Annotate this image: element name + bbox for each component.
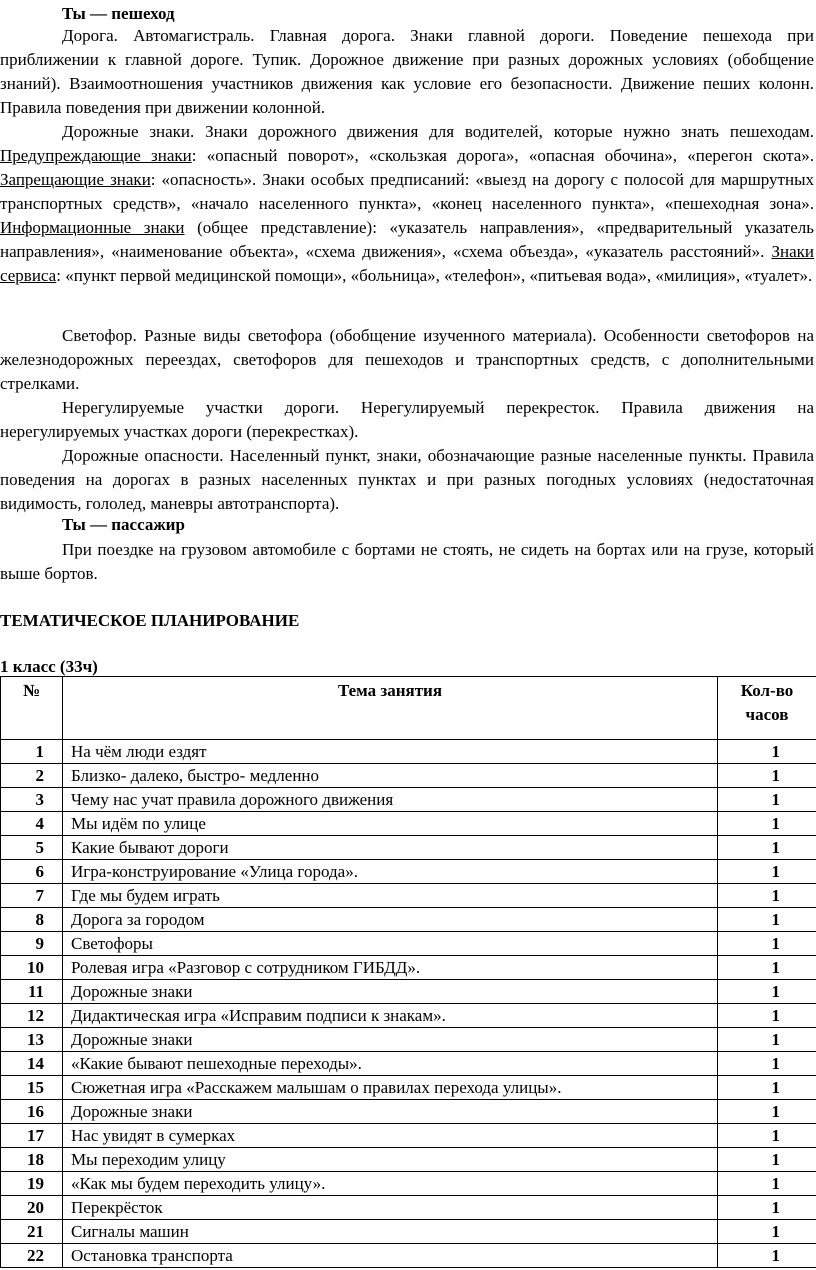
row-number: 5 bbox=[1, 836, 63, 860]
table-row bbox=[1, 764, 816, 788]
heading-passenger: Ты — пассажир bbox=[62, 515, 185, 534]
row-topic: Где мы будем играть bbox=[63, 884, 718, 908]
table-row bbox=[1, 932, 816, 956]
table-row bbox=[1, 956, 816, 980]
road-signs-intro: Дорожные знаки. Знаки дорожного движения для водителей, которые нужно знать пешеходам. bbox=[62, 122, 814, 141]
row-topic: Дорога за городом bbox=[63, 908, 718, 932]
service-signs-list: : «пункт первой медицинской помощи», «больница», «телефон», «питьевая вода», «милиция», «туалет». bbox=[56, 266, 813, 285]
row-hours: 1 bbox=[718, 1076, 816, 1100]
row-topic: «Какие бывают пешеходные переходы». bbox=[63, 1052, 718, 1076]
row-number: 4 bbox=[1, 812, 63, 836]
row-hours: 1 bbox=[718, 980, 816, 1004]
row-topic: Перекрёсток bbox=[63, 1196, 718, 1220]
row-number: 10 bbox=[1, 956, 63, 980]
row-topic: На чём люди ездят bbox=[63, 740, 718, 764]
row-hours: 1 bbox=[718, 1004, 816, 1028]
row-hours: 1 bbox=[718, 788, 816, 812]
row-number: 11 bbox=[1, 980, 63, 1004]
row-number: 13 bbox=[1, 1028, 63, 1052]
section-title: ТЕМАТИЧЕСКОЕ ПЛАНИРОВАНИЕ bbox=[0, 611, 300, 630]
table-body bbox=[1, 740, 816, 1268]
prohibitory-signs-list: : «опасность». Знаки особых предписаний: «выезд на дорогу с полосой для маршрутных транспортных средств», «начало населенного пункта», «конец населенного пункта», «пешеходная зона». bbox=[0, 170, 815, 213]
header-topic: Тема занятия bbox=[63, 677, 718, 740]
planning-table bbox=[0, 676, 816, 1268]
row-hours: 1 bbox=[718, 1028, 816, 1052]
row-topic: Остановка транспорта bbox=[63, 1244, 718, 1268]
row-number: 3 bbox=[1, 788, 63, 812]
table-row bbox=[1, 1220, 816, 1244]
table-row bbox=[1, 836, 816, 860]
row-number: 21 bbox=[1, 1220, 63, 1244]
row-number: 12 bbox=[1, 1004, 63, 1028]
row-hours: 1 bbox=[718, 1172, 816, 1196]
row-topic: «Как мы будем переходить улицу». bbox=[63, 1172, 718, 1196]
table-row bbox=[1, 1148, 816, 1172]
row-number: 1 bbox=[1, 740, 63, 764]
table-row bbox=[1, 1004, 816, 1028]
row-hours: 1 bbox=[718, 1244, 816, 1268]
row-hours: 1 bbox=[718, 1052, 816, 1076]
table-row bbox=[1, 788, 816, 812]
heading-pedestrian: Ты — пешеход bbox=[62, 4, 175, 23]
table-row bbox=[1, 1076, 816, 1100]
table-row bbox=[1, 740, 816, 764]
row-hours: 1 bbox=[718, 884, 816, 908]
row-number: 18 bbox=[1, 1148, 63, 1172]
row-number: 17 bbox=[1, 1124, 63, 1148]
row-hours: 1 bbox=[718, 836, 816, 860]
header-number: № bbox=[1, 677, 63, 740]
table-row bbox=[1, 1196, 816, 1220]
table-row bbox=[1, 1028, 816, 1052]
row-hours: 1 bbox=[718, 740, 816, 764]
row-topic: Дорожные знаки bbox=[63, 980, 718, 1004]
paragraph-road: Дорога. Автомагистраль. Главная дорога. Знаки главной дороги. Поведение пешехода при приближении к главной дороге. Тупик. Дорожное движение при разных дорожных условиях (обобщение знаний). Взаимоотношения участников движения как условие его безопасности. Движение пеших колонн. Правила поведения при движении колонной. bbox=[0, 26, 814, 117]
row-number: 22 bbox=[1, 1244, 63, 1268]
row-topic: Мы идём по улице bbox=[63, 812, 718, 836]
table-row bbox=[1, 812, 816, 836]
information-signs-text: Информационные знаки bbox=[0, 218, 185, 237]
row-topic: Нас увидят в сумерках bbox=[63, 1124, 718, 1148]
header-hours: Кол-во часов bbox=[718, 677, 816, 740]
row-number: 2 bbox=[1, 764, 63, 788]
row-hours: 1 bbox=[718, 1124, 816, 1148]
row-topic: Чему нас учат правила дорожного движения bbox=[63, 788, 718, 812]
row-topic: Ролевая игра «Разговор с сотрудником ГИБДД». bbox=[63, 956, 718, 980]
table-row bbox=[1, 1172, 816, 1196]
row-topic: Сюжетная игра «Расскажем малышам о правилах перехода улицы». bbox=[63, 1076, 718, 1100]
row-hours: 1 bbox=[718, 908, 816, 932]
row-number: 14 bbox=[1, 1052, 63, 1076]
row-topic: Дорожные знаки bbox=[63, 1100, 718, 1124]
row-number: 8 bbox=[1, 908, 63, 932]
table-row bbox=[1, 1100, 816, 1124]
row-hours: 1 bbox=[718, 1100, 816, 1124]
row-hours: 1 bbox=[718, 860, 816, 884]
row-topic: Какие бывают дороги bbox=[63, 836, 718, 860]
row-hours: 1 bbox=[718, 956, 816, 980]
class-title: 1 класс (33ч) bbox=[0, 657, 98, 676]
table-row bbox=[1, 884, 816, 908]
row-number: 9 bbox=[1, 932, 63, 956]
row-topic: Светофоры bbox=[63, 932, 718, 956]
row-number: 6 bbox=[1, 860, 63, 884]
paragraph-passenger: При поездке на грузовом автомобиле с бортами не стоять, не сидеть на бортах или на грузе, который выше бортов. bbox=[0, 540, 814, 583]
row-topic: Дидактическая игра «Исправим подписи к знакам». bbox=[63, 1004, 718, 1028]
row-hours: 1 bbox=[718, 1148, 816, 1172]
row-hours: 1 bbox=[718, 764, 816, 788]
table-header-row bbox=[1, 677, 816, 740]
prohibitory-signs-text: Запрещающие знаки bbox=[0, 170, 151, 189]
row-number: 7 bbox=[1, 884, 63, 908]
row-hours: 1 bbox=[718, 932, 816, 956]
table-row bbox=[1, 1244, 816, 1268]
row-hours: 1 bbox=[718, 812, 816, 836]
table-row bbox=[1, 1052, 816, 1076]
row-number: 19 bbox=[1, 1172, 63, 1196]
paragraph-unregulated: Нерегулируемые участки дороги. Нерегулируемый перекресток. Правила движения на нерегулируемых участках дороги (перекрестках). bbox=[0, 398, 814, 441]
row-hours: 1 bbox=[718, 1220, 816, 1244]
row-number: 20 bbox=[1, 1196, 63, 1220]
row-topic: Дорожные знаки bbox=[63, 1028, 718, 1052]
row-number: 15 bbox=[1, 1076, 63, 1100]
warning-signs-list: : «опасный поворот», «скользкая дорога», «опасная обочина», «перегон скота». bbox=[191, 146, 814, 165]
row-hours: 1 bbox=[718, 1196, 816, 1220]
table-row bbox=[1, 980, 816, 1004]
row-topic: Близко- далеко, быстро- медленно bbox=[63, 764, 718, 788]
row-topic: Сигналы машин bbox=[63, 1220, 718, 1244]
row-topic: Мы переходим улицу bbox=[63, 1148, 718, 1172]
table-row bbox=[1, 860, 816, 884]
row-number: 16 bbox=[1, 1100, 63, 1124]
paragraph-road-dangers: Дорожные опасности. Населенный пункт, знаки, обозначающие разные населенные пункты. Правила поведения на дорогах в разных населенных пунктах и при разных погодных условиях (недостаточная видимость, гололед, маневры автотранспорта). bbox=[0, 446, 814, 513]
paragraph-road-signs bbox=[0, 120, 814, 288]
paragraph-traffic-light: Светофор. Разные виды светофора (обобщение изученного материала). Особенности светофоров на железнодорожных переездах, светофоров для пешеходов и транспортных средств, с дополнительными стрелками. bbox=[0, 326, 814, 393]
table-row bbox=[1, 908, 816, 932]
row-topic: Игра-конструирование «Улица города». bbox=[63, 860, 718, 884]
table-row bbox=[1, 1124, 816, 1148]
information-signs-list: (общее представление): «указатель направления», «предварительный указатель направления», «наименование объекта», «схема движения», «схема объезда», «указатель расстояний». bbox=[0, 218, 814, 261]
service-signs-text: Знаки сервиса bbox=[0, 242, 814, 285]
warning-signs-link-text: Предупреждающие знаки bbox=[0, 146, 192, 165]
